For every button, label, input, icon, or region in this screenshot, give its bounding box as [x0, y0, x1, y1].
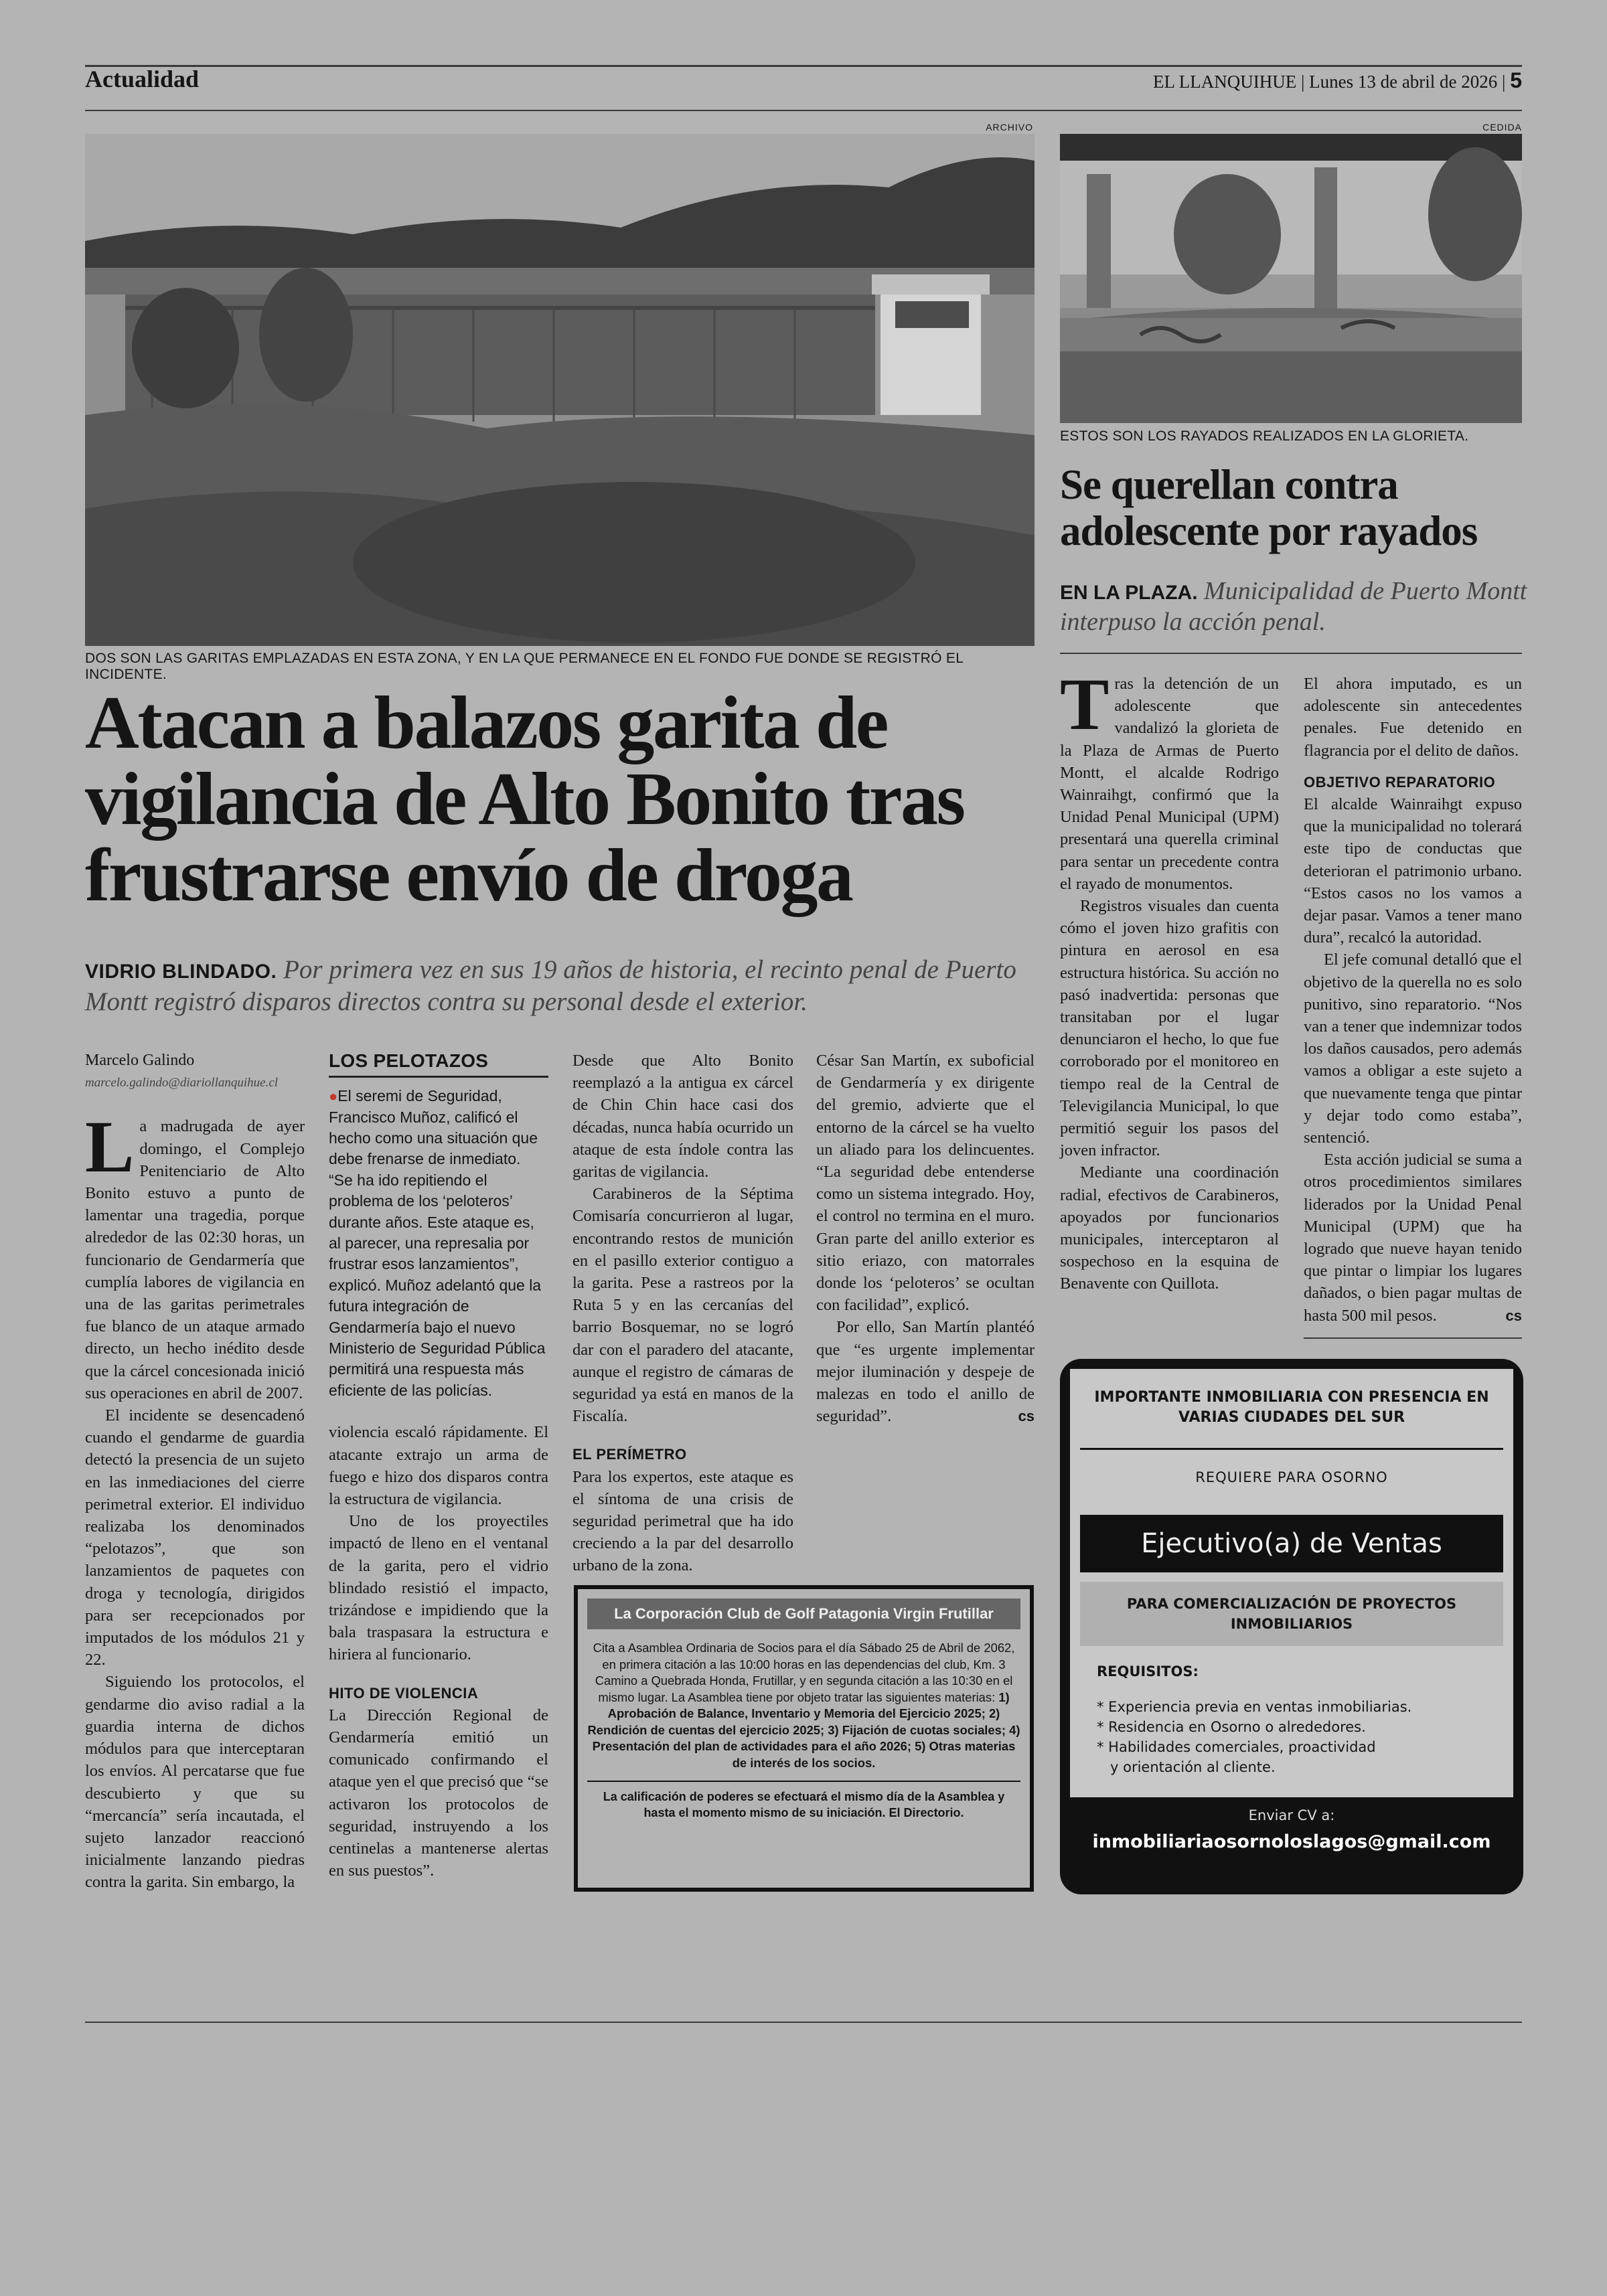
- publication-date: Lunes 13 de abril de 2026: [1309, 72, 1498, 92]
- side-headline: Se querellan contra adolescente por rayados: [1060, 461, 1478, 554]
- sidebar-box-text: ●El seremi de Seguridad, Francisco Muñoz, calificó el hecho como una situación que debe frenarse de inmediato. “Se ha ido repitiendo el problema de los ‘peloteros’ durante años. Este ataque es, al parecer, una represalia por frustrar esos lanzamientos”, explicó. Muñoz adelantó que la futura integración de Gendarmería bajo el nuevo Ministerio de Seguridad Pública permitirá una respuesta más eficiente de las policías.: [329, 1087, 546, 1399]
- ad-rule: [1080, 1448, 1503, 1450]
- ad-req-3b: y orientación al cliente.: [1110, 1759, 1276, 1775]
- glorieta-photo: [1060, 134, 1522, 423]
- prison-photo: [85, 134, 1035, 646]
- main-p11: Por ello, San Martín plantéó que “es urgente implementar mejor iluminación y despeje de malezas en todo el anillo de seguridad”. cs: [816, 1316, 1035, 1427]
- side-column-2: [1304, 673, 1522, 1327]
- ad-req-2: * Residencia en Osorno o alrededores.: [1097, 1719, 1366, 1735]
- main-deck: [85, 954, 1036, 1019]
- main-p3: Siguiendo los protocolos, el gendarme dio aviso radial a la guardia interna de dichos módulos para que interceptaran los envíos. Al percatarse que fue descubierto y que su “mercancía” sería incautada, el sujeto lanzador reaccionó inicialmente lanzando piedras contra la garita. Sin embargo, la: [85, 1673, 305, 1892]
- ad-requirements: [1097, 1697, 1411, 1777]
- photo-caption: DOS SON LAS GARITAS EMPLAZADAS EN ESTA ZONA, Y EN LA QUE PERMANECE EN EL FONDO FUE DONDE SE REGISTRÓ EL INCIDENTE.: [85, 651, 964, 682]
- notice-title: La Corporación Club de Golf Patagonia Virgin Frutillar: [587, 1598, 1020, 1629]
- end-mark: cs: [1018, 1408, 1035, 1425]
- publication-name: EL LLANQUIHUE: [1153, 72, 1297, 92]
- side-deck: [1060, 576, 1529, 638]
- side-p3: Mediante una coordinación radial, efectivos de Carabineros, apoyados por funcionarios municipales, interceptaron al sospechoso en la esquina de Benavente con Quillota.: [1060, 1163, 1279, 1293]
- main-p2: El incidente se desencadenó cuando el gendarme de guardia detectó la presencia de un sujeto en las inmediaciones del cierre perimetral exterior. El individuo realizaba los denominados “pelotazos”, que son lanzamientos de paquetes con droga y tecnología, dirigidos para ser recepcionados por imputados de los módulos 21 y 22.: [85, 1406, 305, 1669]
- ad-cv-label: Enviar CV a:: [1248, 1807, 1335, 1823]
- main-p10: César San Martín, ex suboficial de Gendarmería y ex dirigente del gremio, advierte que el entorno de la cárcel se ha vuelto un aliado para los delincuentes. “La seguridad debe entenderse como un sistema integrado. Hoy, el control no termina en el muro. Gran parte del anillo exterior es sitio eriazo, con matorrales donde los ‘peloteros’ se ocultan con facilidad”, explicó.: [816, 1052, 1035, 1315]
- assembly-notice: [574, 1585, 1034, 1892]
- notice-body: Cita a Asamblea Ordinaria de Socios para el día Sábado 25 de Abril de 2062, en primera citación a las 10:00 horas en las dependencias del club, Km. 3 Camino a Quebrada Honda, Frutillar, y en segunda citación a las 10:30 en el mismo lugar. La Asamblea tiene por objeto tratar las siguientes materias: 1) Aprobación de Balance, Inventario y Memoria del Ejercicio 2025; 2) Rendición de cuentas del ejercicio 2025; 3) Fijación de cuotas sociales; 4) Presentación del plan de actividades para el año 2026; 5) Otras materias de interés de los socios.: [587, 1641, 1020, 1770]
- side-deck-text: Municipalidad de Puerto Montt interpuso la acción penal.: [1060, 577, 1527, 637]
- masthead: EL LLANQUIHUE | Lunes 13 de abril de 2026 | 5: [1153, 68, 1522, 92]
- main-p7: Desde que Alto Bonito reemplazó a la antigua ex cárcel de Chin Chin hace casi dos décadas, nunca había ocurrido un ataque de esta índole contra las garitas de vigilancia.: [572, 1052, 793, 1181]
- main-p1: La madrugada de ayer domingo, el Complejo Penitenciario de Alto Bonito estuvo a punto de lamentar una tragedia, porque alrededor de las 02:30 horas, un funcionario de Gendarmería que cumplía labores de vigilancia en una de las garitas perimetrales fue blanco de un ataque armado directo, un hecho inédito desde que la cárcel concesionada inició sus operaciones en abril de 2007.: [85, 1106, 305, 1402]
- ad-req-3: * Habilidades comerciales, proactividad: [1097, 1739, 1376, 1755]
- ad-req-label: REQUISITOS:: [1097, 1663, 1199, 1679]
- main-p8: Carabineros de la Séptima Comisaría concurrieron al lugar, encontrando restos de munición en el pasillo exterior contiguo a la garita. Pese a rastreos por la Ruta 5 y en las cercanías del barrio Bosquemar, no se logró dar con el paradero del atacante, aunque el registro de cámaras de seguridad ya está en manos de la Fiscalía.: [572, 1185, 793, 1426]
- footer-rule: [85, 2022, 1522, 2023]
- sidebar-box-title: LOS PELOTAZOS: [329, 1050, 548, 1078]
- side-p7: Esta acción judicial se suma a otros procedimientos similares liderados por la Unidad Penal Municipal (UPM) que ha logrado que nueve hayan tenido que pintar o limpiar los lugares dañados, o bien pagar multas de hasta 500 mil pesos. cs: [1304, 1149, 1522, 1327]
- side-end-rule: [1304, 1337, 1522, 1339]
- ad-req-1: * Experiencia previa en ventas inmobiliarias.: [1097, 1699, 1412, 1715]
- page-number: 5: [1510, 68, 1522, 92]
- side-drop-cap: T: [1060, 663, 1109, 745]
- ad-requires: REQUIERE PARA OSORNO: [1195, 1469, 1388, 1485]
- side-p4: El ahora imputado, es un adolescente sin antecedentes penales. Fue detenido en flagrancia por el delito de daños.: [1304, 675, 1522, 760]
- side-p2: Registros visuales dan cuenta cómo el joven hizo grafitis con pintura en aerosol en esa estructura histórica. Su acción no pasó inadvertida: personas que transitaban por el lugar denunciaron el hecho, lo que fue corroborado por el monitoreo en tiempo real de la Central de Televigilancia Municipal, lo que permitió seguir los pasos del joven infractor.: [1060, 897, 1279, 1160]
- side-photo-credit: CEDIDA: [1482, 122, 1522, 133]
- side-column-1: [1060, 663, 1279, 1295]
- side-p5: El alcalde Wainraihgt expuso que la municipalidad no tolerará este tipo de conductas que deterioran el patrimonio urbano. “Estos casos no los vamos a dejar pasar. Vamos a tener mano dura”, recalcó la autoridad.: [1304, 795, 1522, 947]
- notice-items: 1) Aprobación de Balance, Inventario y Memoria del Ejercicio 2025; 2) Rendición de cuentas del ejercicio 2025; 3) Fijación de cuotas sociales; 4) Presentación del plan de actividades para el año 2026; 5) Otras materias de interés de los socios.: [587, 1690, 1020, 1770]
- ad-email[interactable]: inmobiliariaosornoloslagos@gmail.com: [1092, 1831, 1491, 1852]
- main-column-4: [816, 1050, 1035, 1427]
- main-column-2: [329, 1050, 548, 1882]
- side-kicker: EN LA PLAZA.: [1060, 582, 1198, 604]
- header-rule: [85, 110, 1522, 111]
- main-column-3: [572, 1050, 793, 1577]
- side-photo-caption: ESTOS SON LOS RAYADOS REALIZADOS EN LA GLORIETA.: [1060, 428, 1469, 444]
- byline: Marcelo Galindo: [85, 1052, 195, 1069]
- notice-footer: La calificación de poderes se efectuará el mismo día de la Asamblea y hasta el momento mismo de su iniciación. El Directorio.: [587, 1781, 1020, 1821]
- side-p6: El jefe comunal detalló que el objetivo de la querella no es solo punitivo, sino reparatorio. “Nos van a tener que indemnizar todos los daños causados, pero además vamos a obligar a este sujeto a que nuevamente tenga que pintar y dejar todo como estaba”, sentenció.: [1304, 951, 1522, 1147]
- top-rule: [85, 65, 1522, 67]
- photo-credit: ARCHIVO: [986, 122, 1033, 133]
- job-ad: [1060, 1359, 1523, 1894]
- main-deck-text: Por primera vez en sus 19 años de historia, el recinto penal de Puerto Montt registró disparos directos contra su personal desde el exterior.: [85, 955, 1016, 1017]
- main-p6: La Dirección Regional de Gendarmería emitió un comunicado confirmando el ataque yen el que precisó que “se activaron los protocolos de seguridad, instruyendo a los centinelas a mantenerse alertas en sus puestos”.: [329, 1706, 548, 1880]
- main-headline: Atacan a balazos garita de vigilancia de Alto Bonito tras frustrarse envío de droga: [85, 681, 964, 918]
- subhead-hito: HITO DE VIOLENCIA: [329, 1684, 479, 1702]
- ad-title: IMPORTANTE INMOBILIARIA CON PRESENCIA EN VARIAS CIUDADES DEL SUR: [1094, 1389, 1489, 1426]
- main-kicker: VIDRIO BLINDADO.: [85, 961, 277, 983]
- side-end-mark: cs: [1505, 1307, 1522, 1324]
- ad-role: Ejecutivo(a) de Ventas: [1080, 1515, 1503, 1572]
- section-label: Actualidad: [85, 66, 200, 92]
- bullet-icon: ●: [329, 1088, 338, 1105]
- subhead-objetivo: OBJETIVO REPARATORIO: [1304, 773, 1496, 791]
- drop-cap: L: [85, 1106, 135, 1188]
- main-p5: Uno de los proyectiles impactó de lleno en el ventanal de la garita, pero el vidrio blindado resistió el impacto, trizándose e impidiendo que la bala traspasara la estructura e hiriera al funcionario.: [329, 1512, 548, 1664]
- ad-card: [1070, 1369, 1513, 1797]
- main-column-1: [85, 1050, 305, 1894]
- author-email: marcelo.galindo@diariollanquihue.cl: [85, 1076, 279, 1090]
- main-p4: violencia escaló rápidamente. El atacante extrajo un arma de fuego e hizo dos disparos contra la estructura de vigilancia.: [329, 1423, 548, 1508]
- ad-purpose: PARA COMERCIALIZACIÓN DE PROYECTOS INMOBILIARIOS: [1080, 1582, 1503, 1646]
- main-p9: Para los expertos, este ataque es el síntoma de una crisis de seguridad perimetral que ha ido creciendo a la par del desarrollo urbano de la zona.: [572, 1467, 793, 1575]
- side-rule: [1060, 653, 1522, 654]
- side-p1: Tras la detención de un adolescente que vandalizó la glorieta de la Plaza de Armas de Puerto Montt, el alcalde Rodrigo Wainraihgt, confirmó que la Unidad Penal Municipal (UPM) presentará una querella criminal para sentar un precedente contra el rayado de monumentos.: [1060, 663, 1279, 893]
- subhead-perimetro: EL PERÍMETRO: [572, 1446, 687, 1463]
